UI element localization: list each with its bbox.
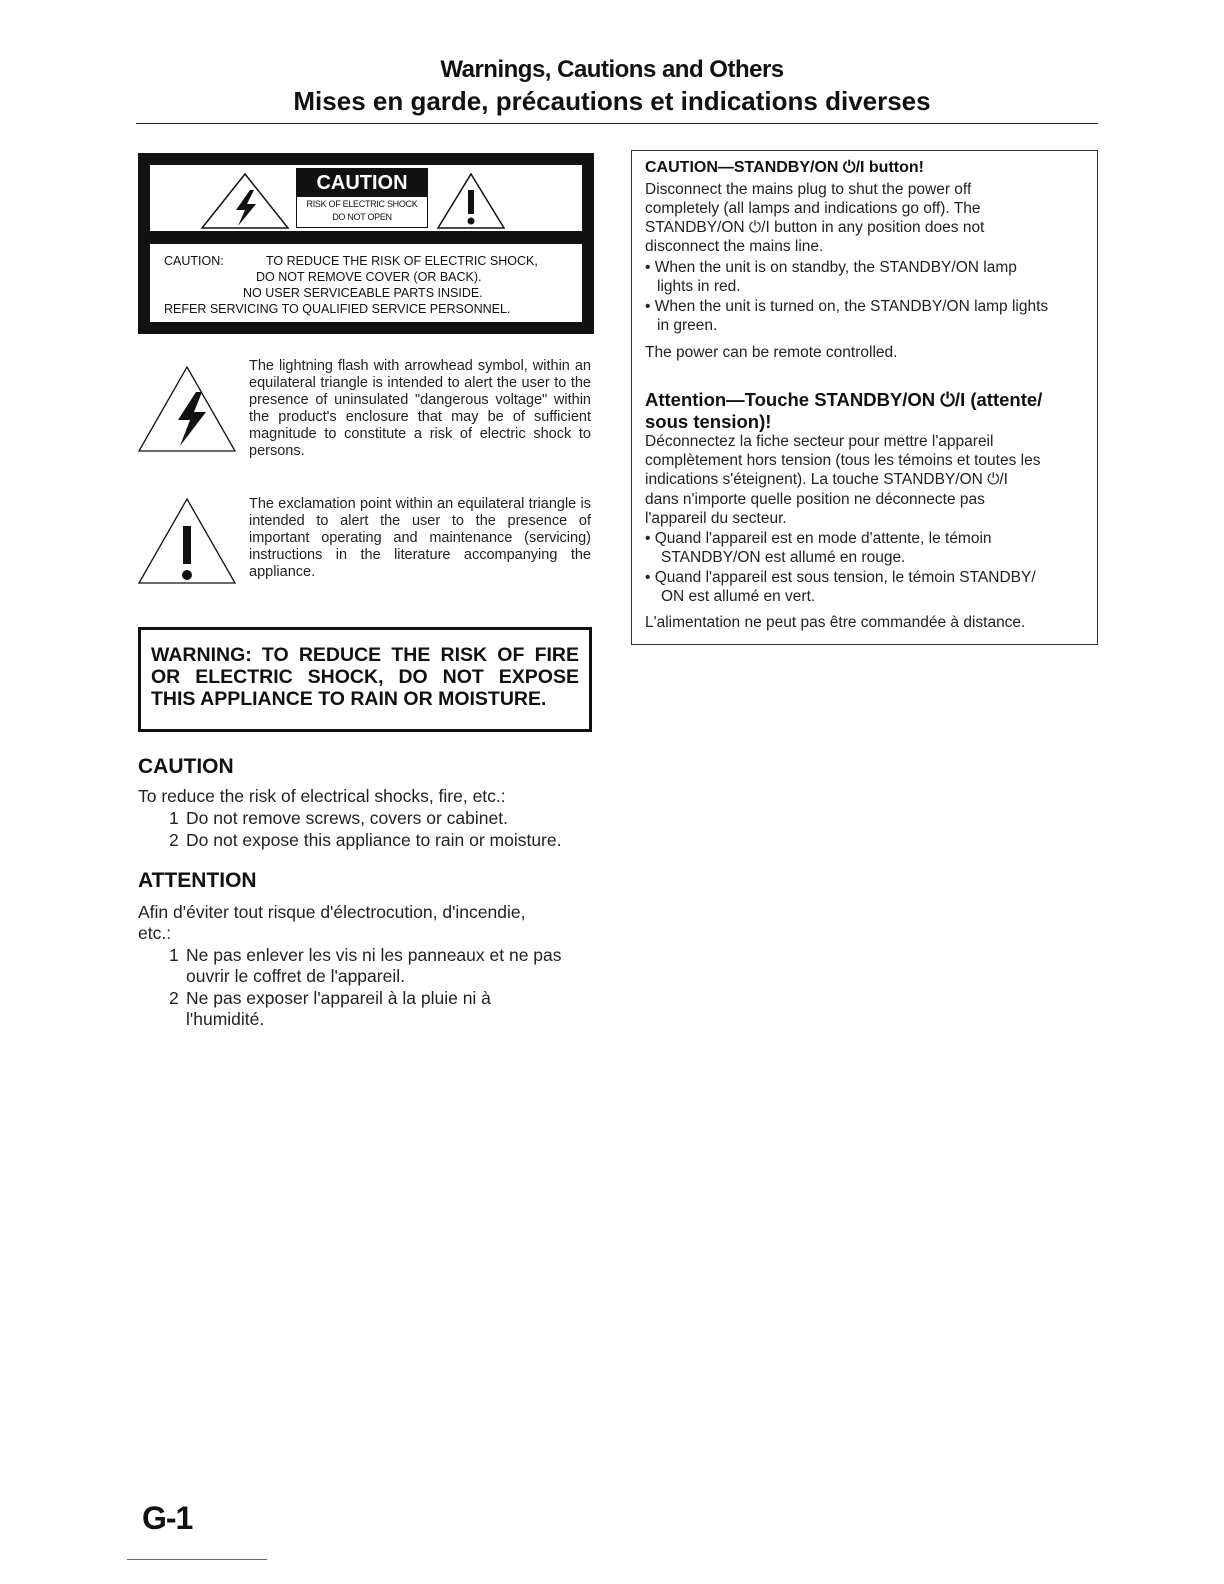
- exclamation-triangle-icon: [436, 172, 506, 230]
- warning-box: [138, 627, 592, 732]
- standby-en-line: STANDBY/ON ⏻/I button in any position does not: [645, 219, 985, 236]
- standby-title-en: CAUTION—STANDBY/ON ⏻/I button!: [645, 159, 924, 176]
- standby-en-remote: The power can be remote controlled.: [645, 344, 898, 361]
- exclamation-symbol-text: The exclamation point within an equilateral triangle is intended to alert the user to the presence of important operating and maintenance (servicing) instructions in the literature accompanying the appliance.: [249, 496, 591, 580]
- attention-heading: ATTENTION: [138, 869, 257, 892]
- attention-intro-l1: Afin d'éviter tout risque d'électrocution, d'incendie,: [138, 902, 526, 922]
- label-line4: REFER SERVICING TO QUALIFIED SERVICE PERSONNEL.: [164, 302, 511, 316]
- lightning-symbol-text: The lightning flash with arrowhead symbol, within an equilateral triangle is intended to alert the user to the presence of uninsulated "dangerous voltage" within the product's enclosure that may be of sufficient magnitude to constitute a risk of electric shock to persons.: [249, 358, 591, 459]
- attention-item-text-l1: Ne pas enlever les vis ni les panneaux et ne pas: [186, 945, 562, 965]
- page-title-fr: Mises en garde, précautions et indications diverses: [293, 86, 931, 116]
- lightning-symbol-icon: [136, 364, 238, 454]
- caution-item-num: 2: [169, 830, 179, 850]
- header-rule: [136, 123, 1098, 124]
- standby-fr-remote: L'alimentation ne peut pas être commandée à distance.: [645, 614, 1026, 631]
- caution-badge: [296, 168, 428, 228]
- attention-item-num: 2: [169, 988, 179, 1008]
- attention-item-text-l2: l'humidité.: [186, 1009, 265, 1029]
- page-number: G-1: [142, 1500, 193, 1536]
- lightning-triangle-icon: [200, 172, 290, 230]
- standby-fr-line: Déconnectez la fiche secteur pour mettre l'appareil: [645, 433, 994, 450]
- standby-fr-bullet: • Quand l'appareil est en mode d'attente, le témoin: [645, 530, 992, 547]
- exclamation-symbol-icon: [136, 496, 238, 586]
- standby-en-bullet-cont: lights in red.: [657, 278, 741, 295]
- warning-text: WARNING: TO REDUCE THE RISK OF FIRE OR ELECTRIC SHOCK, DO NOT EXPOSE THIS APPLIANCE TO RAIN OR MOISTURE.: [151, 644, 579, 710]
- standby-en-line: completely (all lamps and indications go off). The: [645, 200, 981, 217]
- label-line2: DO NOT REMOVE COVER (OR BACK).: [256, 270, 482, 284]
- standby-title-fr-l1: Attention—Touche STANDBY/ON ⏻/I (attente/: [645, 389, 1043, 410]
- caution-heading: CAUTION: [138, 755, 234, 778]
- caution-intro: To reduce the risk of electrical shocks, fire, etc.:: [138, 786, 506, 806]
- standby-en-bullet: • When the unit is on standby, the STANDBY/ON lamp: [645, 259, 1017, 276]
- standby-fr-line: complètement hors tension (tous les témoins et toutes les: [645, 452, 1041, 469]
- standby-en-bullet: • When the unit is turned on, the STANDBY/ON lamp lights: [645, 298, 1049, 315]
- standby-en-bullet-cont: in green.: [657, 317, 718, 334]
- standby-fr-line: indications s'éteignent). La touche STANDBY/ON ⏻/I: [645, 471, 1008, 488]
- standby-fr-bullet-cont: ON est allumé en vert.: [661, 588, 816, 605]
- caution-badge-title: CAUTION: [297, 169, 427, 197]
- label-caution-prefix: CAUTION:: [164, 254, 224, 268]
- caution-badge-line1: RISK OF ELECTRIC SHOCK: [306, 199, 418, 209]
- footer-rule: [127, 1559, 267, 1560]
- standby-fr-bullet: • Quand l'appareil est sous tension, le témoin STANDBY/: [645, 569, 1036, 586]
- caution-item-num: 1: [169, 808, 179, 828]
- standby-fr-line: l'appareil du secteur.: [645, 510, 787, 527]
- label-line1: TO REDUCE THE RISK OF ELECTRIC SHOCK,: [266, 254, 538, 268]
- attention-intro-l2: etc.:: [138, 923, 172, 943]
- label-line3: NO USER SERVICEABLE PARTS INSIDE.: [243, 286, 483, 300]
- attention-item-num: 1: [169, 945, 179, 965]
- caution-item-text: Do not expose this appliance to rain or moisture.: [186, 830, 562, 850]
- standby-fr-line: dans n'importe quelle position ne déconnecte pas: [645, 491, 985, 508]
- attention-item-text-l2: ouvrir le coffret de l'appareil.: [186, 966, 405, 986]
- attention-item-text-l1: Ne pas exposer l'appareil à la pluie ni à: [186, 988, 491, 1008]
- standby-en-line: disconnect the mains line.: [645, 238, 824, 255]
- standby-fr-bullet-cont: STANDBY/ON est allumé en rouge.: [661, 549, 906, 566]
- standby-title-fr-l2: sous tension)!: [645, 411, 772, 432]
- standby-en-line: Disconnect the mains plug to shut the power off: [645, 181, 972, 198]
- page-title-en: Warnings, Cautions and Others: [440, 56, 784, 83]
- caution-badge-line2: DO NOT OPEN: [332, 212, 392, 222]
- caution-item-text: Do not remove screws, covers or cabinet.: [186, 808, 508, 828]
